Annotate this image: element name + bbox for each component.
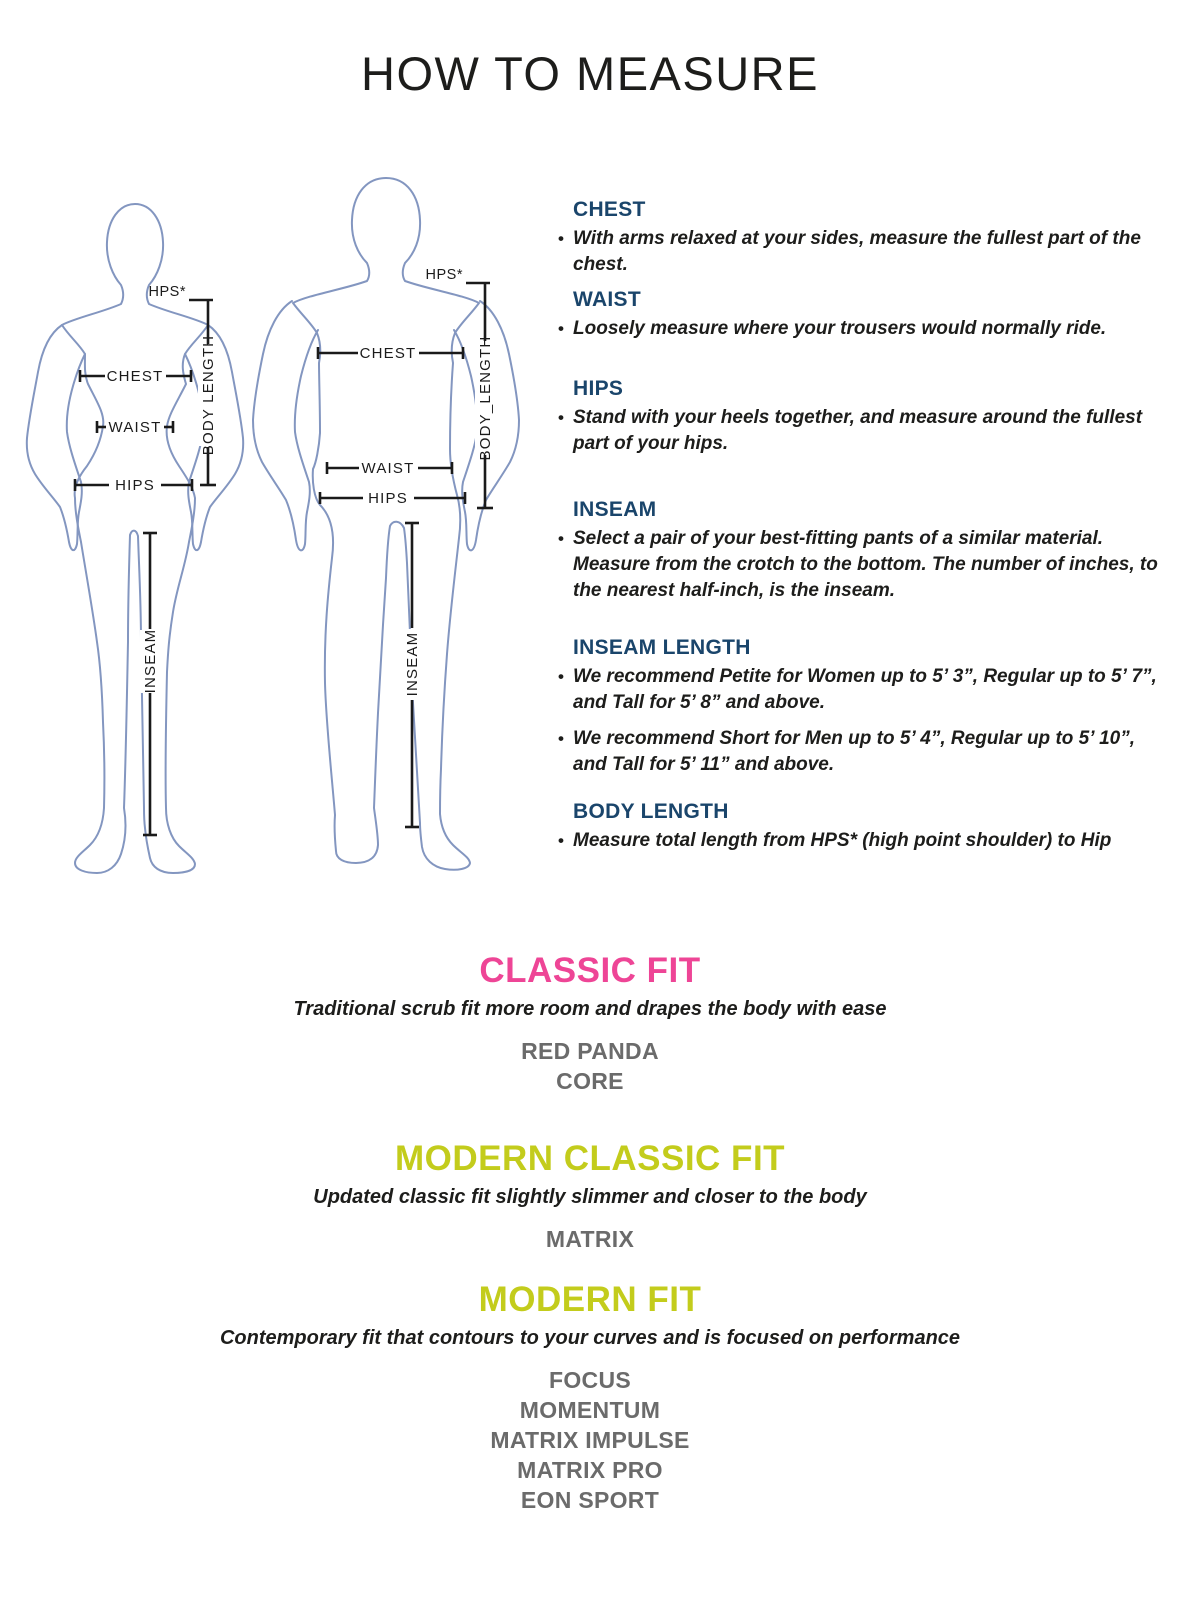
section-heading: WAIST — [573, 288, 641, 311]
male-left-arm-outline — [253, 301, 318, 550]
section-bullet: • We recommend Short for Men up to 5’ 4”, Regular up to 5’ 10”, and Tall for 5’ 11” and above. — [553, 726, 1168, 778]
section-inseam-length — [553, 636, 1168, 788]
fit-block-modern-classic — [0, 1140, 1180, 1254]
section-bullet: • Select a pair of your best-fitting pants of a similar material. Measure from the crotch to the bottom. The number of inches, to the nearest half-inch, is the inseam. — [553, 526, 1168, 604]
fit-name: MODERN CLASSIC FIT — [394, 1139, 786, 1178]
brand-name: MOMENTUM — [519, 1397, 661, 1423]
fit-brand-list — [0, 1224, 1180, 1254]
female-hps-label: HPS* — [148, 284, 186, 300]
male-waist-label: WAIST — [361, 460, 415, 477]
female-waist-label: WAIST — [108, 419, 162, 436]
fit-description: Traditional scrub fit more room and drapes the body with ease — [293, 998, 887, 1020]
female-body-outline — [62, 204, 208, 873]
fit-description: Updated classic fit slightly slimmer and closer to the body — [313, 1186, 867, 1208]
brand-name: CORE — [556, 1068, 624, 1094]
section-heading: BODY LENGTH — [573, 800, 729, 823]
brand-name: MATRIX — [545, 1226, 635, 1252]
section-waist — [553, 288, 1168, 352]
section-heading: CHEST — [573, 198, 646, 221]
section-bullet: • Loosely measure where your trousers would normally ride. — [553, 316, 1168, 342]
section-hips — [553, 377, 1168, 467]
male-body-length-label: BODY_LENGTH — [477, 335, 494, 461]
section-heading: INSEAM LENGTH — [573, 636, 751, 659]
fit-name: CLASSIC FIT — [479, 951, 701, 990]
male-figure-diagram — [248, 162, 530, 892]
fit-brand-list — [0, 1365, 1180, 1515]
fit-brand-list — [0, 1036, 1180, 1096]
section-bullet: • With arms relaxed at your sides, measure the fullest part of the chest. — [553, 226, 1168, 278]
female-inseam-label: INSEAM — [142, 628, 159, 694]
page-title: HOW TO MEASURE — [361, 47, 819, 100]
male-hips-label: HIPS — [368, 490, 408, 507]
measurement-instructions — [553, 192, 1168, 892]
brand-name: MATRIX IMPULSE — [490, 1427, 690, 1453]
female-chest-label: CHEST — [106, 368, 164, 385]
female-hips-label: HIPS — [115, 477, 155, 494]
male-inseam-label: INSEAM — [404, 631, 421, 697]
brand-name: MATRIX PRO — [517, 1457, 663, 1483]
section-body-length — [553, 800, 1168, 864]
section-heading: HIPS — [573, 377, 624, 400]
brand-name: EON SPORT — [520, 1487, 660, 1513]
female-figure-diagram — [5, 192, 255, 887]
fit-block-classic — [0, 952, 1180, 1096]
section-bullet: • Measure total length from HPS* (high point shoulder) to Hip — [553, 828, 1168, 854]
brand-name: FOCUS — [549, 1367, 631, 1393]
male-chest-label: CHEST — [359, 345, 417, 362]
fit-description: Contemporary fit that contours to your curves and is focused on performance — [219, 1327, 961, 1349]
section-chest — [553, 198, 1168, 288]
brand-name: RED PANDA — [521, 1038, 659, 1064]
male-hps-label: HPS* — [425, 267, 463, 283]
section-bullet: • Stand with your heels together, and measure around the fullest part of your hips. — [553, 405, 1168, 457]
fit-block-modern — [0, 1281, 1180, 1515]
female-body-length-label: BODY LENGTH — [200, 334, 217, 456]
section-heading: INSEAM — [573, 498, 657, 521]
fit-name: MODERN FIT — [478, 1280, 702, 1319]
section-bullet: • We recommend Petite for Women up to 5’ 3”, Regular up to 5’ 7”, and Tall for 5’ 8” and above. — [553, 664, 1168, 716]
section-inseam — [553, 498, 1168, 614]
